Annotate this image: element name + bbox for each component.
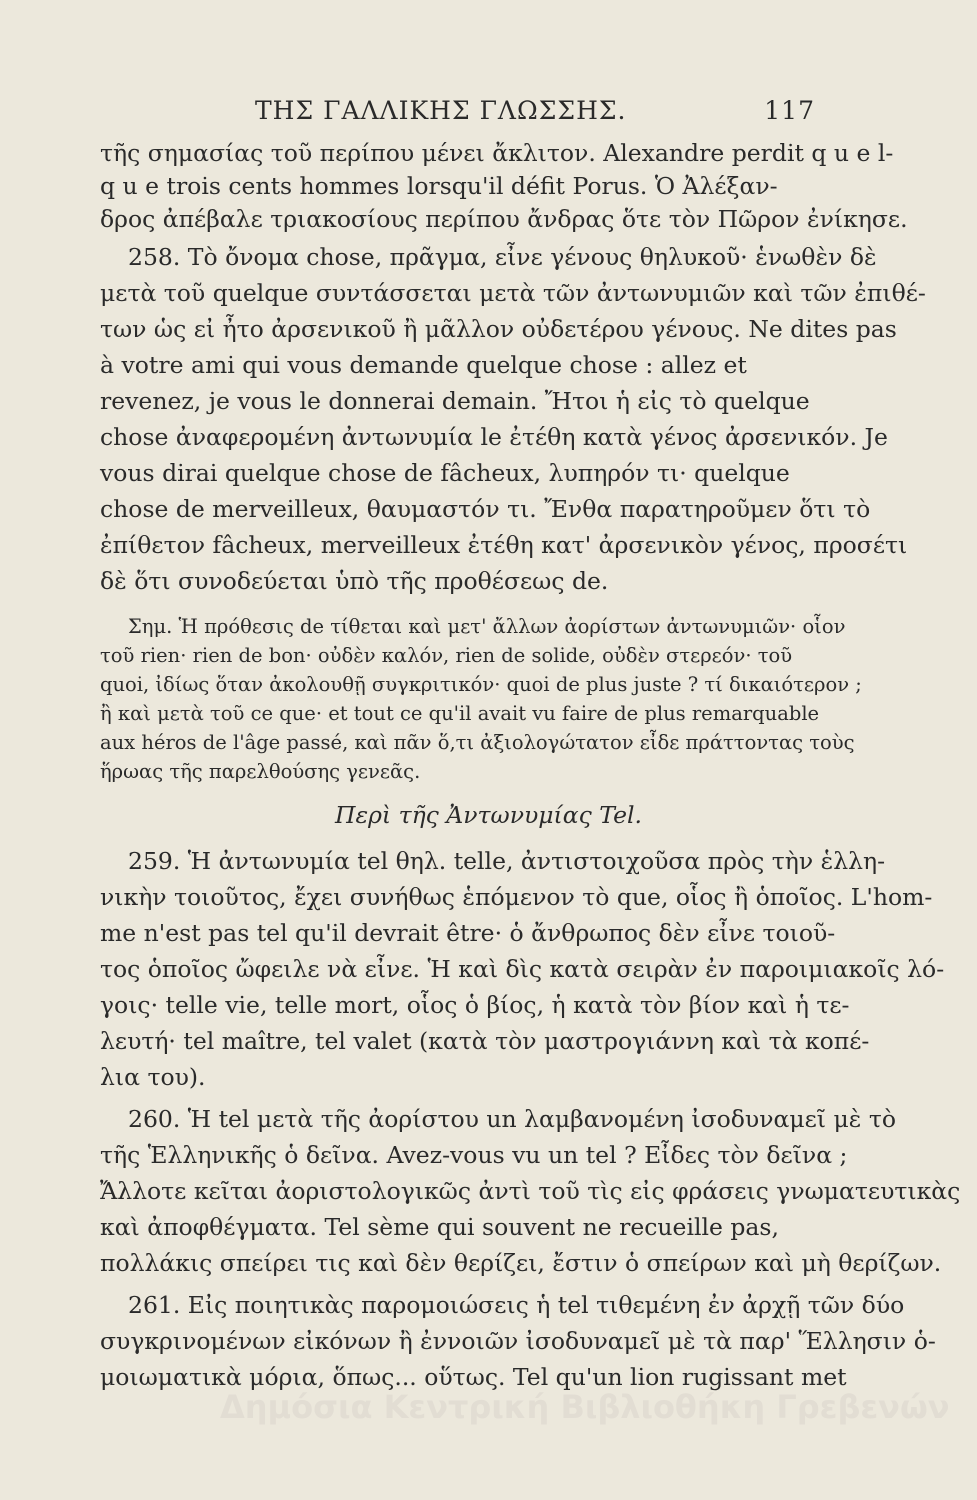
- text-line: λια του).: [100, 1063, 206, 1091]
- text-line: 260. Ἡ tel μετὰ τῆς ἀορίστου un λαμβανομένη ἰσοδυναμεῖ μὲ τὸ: [128, 1105, 896, 1133]
- text-line: πολλάκις σπείρει τις καὶ δὲν θερίζει, ἔστιν ὁ σπείρων καὶ μὴ θερίζων.: [100, 1249, 942, 1277]
- text-line: 258. Τὸ ὄνομα chose, πρᾶγμα, εἶνε γένους θηλυκοῦ· ἑνωθὲν δὲ: [128, 243, 877, 271]
- note-line: quoi, ἰδίως ὅταν ἀκολουθῇ συγκριτικόν· quoi de plus juste ? τί δικαιότερον ;: [100, 673, 862, 696]
- text-line: revenez, je vous le donnerai demain. Ἤτοι ἡ εἰς τὸ quelque: [100, 387, 810, 415]
- text-line: à votre ami qui vous demande quelque chose : allez et: [100, 351, 747, 379]
- text-line: ἐπίθετον fâcheux, merveilleux ἐτέθη κατ' ἀρσενικὸν γένος, προσέτι: [100, 531, 908, 559]
- text-line: chose ἀναφερομένη ἀντωνυμία le ἐτέθη κατὰ γένος ἀρσενικόν. Je: [100, 423, 888, 451]
- text-line: μοιωματικὰ μόρια, ὅπως... οὕτως. Tel qu'un lion rugissant met: [100, 1363, 847, 1391]
- text-line: τος ὁποῖος ὤφειλε νὰ εἶνε. Ἡ καὶ δὶς κατὰ σειρὰν ἐν παροιμιακοῖς λό-: [100, 955, 945, 983]
- text-line: chose de merveilleux, θαυμαστόν τι. Ἔνθα παρατηροῦμεν ὅτι τὸ: [100, 495, 871, 523]
- note-line: ἢ καὶ μετὰ τοῦ ce que· et tout ce qu'il avait vu faire de plus remarquable: [100, 702, 820, 725]
- running-title: ΤΗΣ ΓΑΛΛΙΚΗΣ ΓΛΩΣΣΗΣ.: [255, 96, 627, 125]
- library-watermark: Δημόσια Κεντρική Βιβλιοθήκη Γρεβενών: [220, 1388, 950, 1426]
- text-line: καὶ ἀποφθέγματα. Tel sème qui souvent ne recueille pas,: [100, 1213, 779, 1241]
- text-line: μετὰ τοῦ quelque συντάσσεται μετὰ τῶν ἀντωνυμιῶν καὶ τῶν ἐπιθέ-: [100, 279, 926, 307]
- text-line: q u e trois cents hommes lorsqu'il défit Porus. Ὁ Ἀλέξαν-: [100, 172, 778, 200]
- note-line: Σημ. Ἡ πρόθεσις de τίθεται καὶ μετ' ἄλλων ἀορίστων ἀντωνυμιῶν· οἷον: [128, 615, 846, 638]
- section-heading: Περὶ τῆς Ἀντωνυμίας Tel.: [334, 801, 643, 829]
- running-header: [255, 96, 815, 136]
- text-line: συγκρινομένων εἰκόνων ἢ ἐννοιῶν ἰσοδυναμεῖ μὲ τὰ παρ' Ἕλλησιν ὁ-: [100, 1327, 936, 1355]
- text-line: δὲ ὅτι συνοδεύεται ὑπὸ τῆς προθέσεως de.: [100, 567, 609, 595]
- note-line: τοῦ rien· rien de bon· οὐδὲν καλόν, rien de solide, οὐδὲν στερεόν· τοῦ: [100, 644, 793, 667]
- text-line: νικὴν τοιοῦτος, ἔχει συνήθως ἑπόμενον τὸ que, οἷος ἢ ὁποῖος. L'hom-: [100, 883, 933, 911]
- page-number: 117: [764, 96, 815, 125]
- text-line: δρος ἀπέβαλε τριακοσίους περίπου ἄνδρας ὅτε τὸν Πῶρον ἐνίκησε.: [100, 205, 908, 233]
- text-line: τῆς Ἑλληνικῆς ὁ δεῖνα. Avez-vous vu un tel ? Εἶδες τὸν δεῖνα ;: [100, 1141, 848, 1169]
- text-line: τῆς σημασίας τοῦ περίπου μένει ἄκλιτον. Alexandre perdit q u e l-: [100, 139, 894, 167]
- text-line: me n'est pas tel qu'il devrait être· ὁ ἄνθρωπος δὲν εἶνε τοιοῦ-: [100, 919, 836, 947]
- text-line: γοις· telle vie, telle mort, οἷος ὁ βίος, ἡ κατὰ τὸν βίον καὶ ἡ τε-: [100, 991, 850, 1019]
- text-line: 261. Εἰς ποιητικὰς παρομοιώσεις ἡ tel τιθεμένη ἐν ἀρχῇ τῶν δύο: [128, 1291, 905, 1319]
- note-line: ἥρωας τῆς παρελθούσης γενεᾶς.: [100, 760, 421, 783]
- text-line: Ἄλλοτε κεῖται ἀοριστολογικῶς ἀντὶ τοῦ τὶς εἰς φράσεις γνωματευτικὰς: [100, 1177, 961, 1205]
- text-line: των ὡς εἰ ἦτο ἀρσενικοῦ ἢ μᾶλλον οὐδετέρου γένους. Ne dites pas: [100, 315, 897, 343]
- note-line: aux héros de l'âge passé, καὶ πᾶν ὅ,τι ἀξιολογώτατον εἶδε πράττοντας τοὺς: [100, 731, 855, 754]
- text-line: 259. Ἡ ἀντωνυμία tel θηλ. telle, ἀντιστοιχοῦσα πρὸς τὴν ἑλλη-: [128, 847, 886, 875]
- text-line: vous dirai quelque chose de fâcheux, λυπηρόν τι· quelque: [100, 459, 790, 487]
- text-line: λευτή· tel maître, tel valet (κατὰ τὸν μαστρογιάννη καὶ τὰ κοπέ-: [100, 1027, 870, 1055]
